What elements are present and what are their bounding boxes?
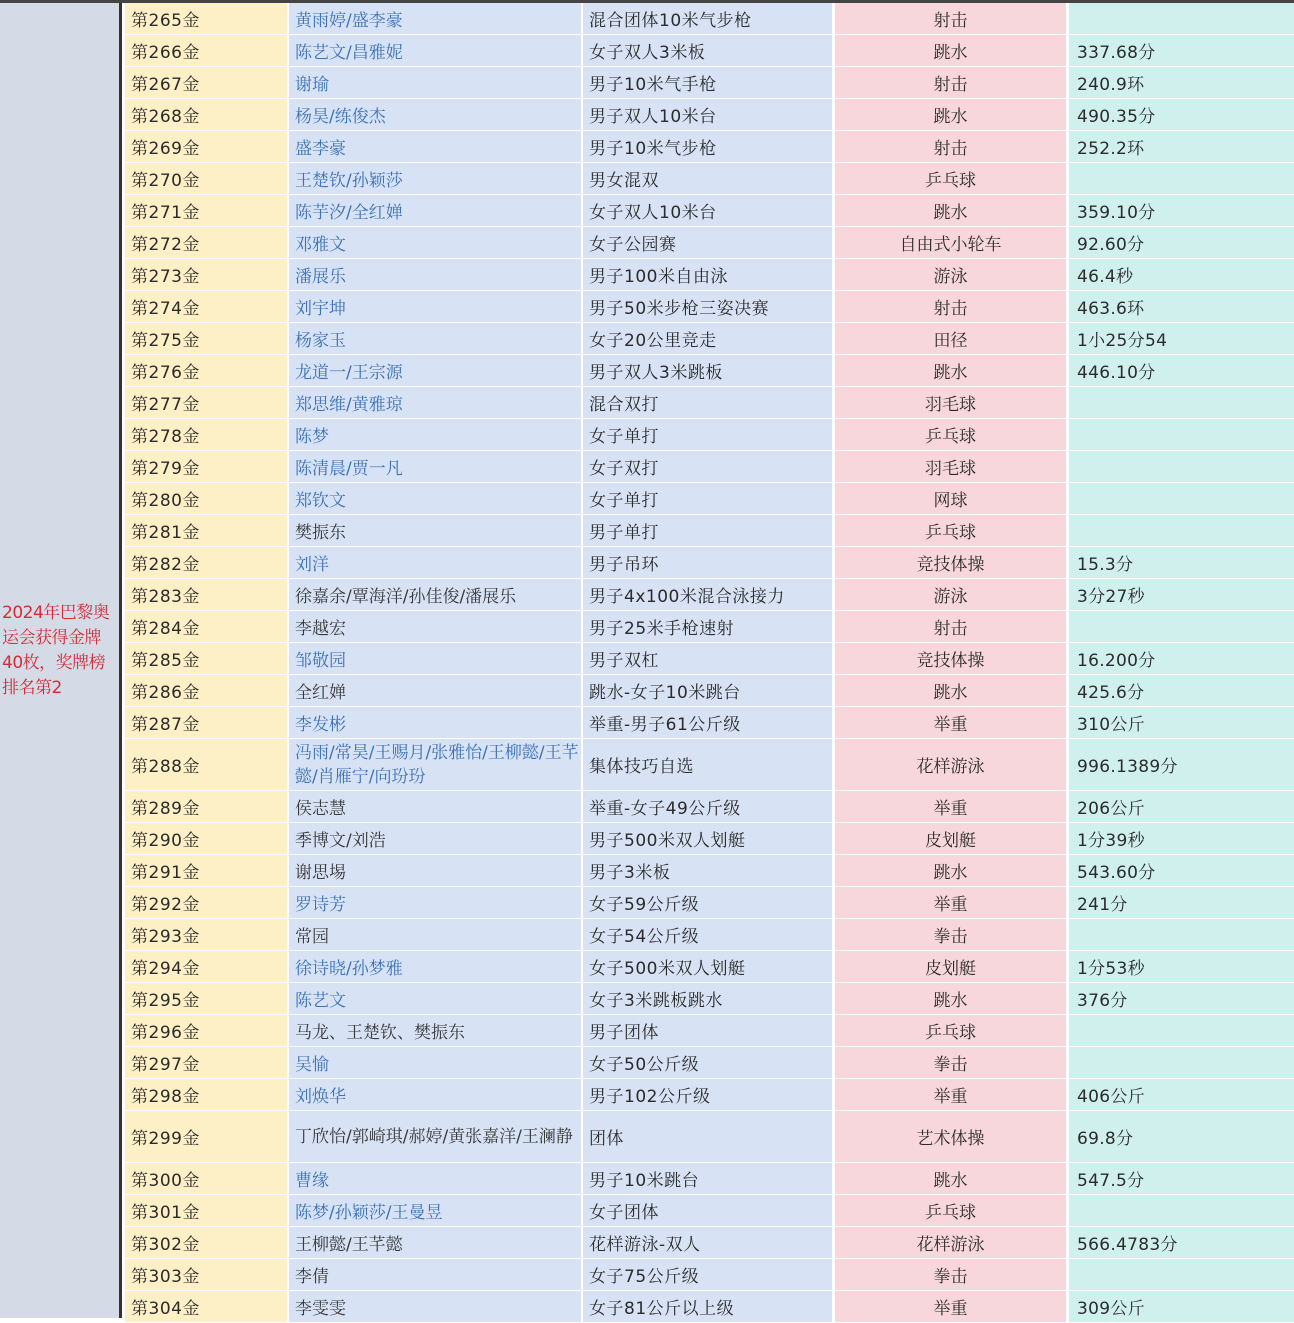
result-cell [1066,919,1294,950]
event-cell: 男子10米气手枪 [581,67,832,98]
athletes-cell: 常园 [287,919,581,950]
athletes-cell[interactable]: 邹敬园 [287,643,581,674]
athletes-cell: 谢思埸 [287,855,581,886]
medal-number-cell: 第285金 [125,643,287,674]
medal-number-cell: 第286金 [125,675,287,706]
result-cell [1066,1015,1294,1046]
table-row [122,3,1294,35]
athletes-cell[interactable]: 邓雅文 [287,227,581,258]
result-cell: 3分27秒 [1066,579,1294,610]
result-cell: 547.5分 [1066,1163,1294,1194]
athletes-cell: 全红婵 [287,675,581,706]
athletes-cell: 侯志慧 [287,791,581,822]
result-cell: 92.60分 [1066,227,1294,258]
table-row [122,791,1294,823]
summary-note: 2024年巴黎奥运会获得金牌40枚，奖牌榜排名第2 [2,603,110,698]
table-row [122,99,1294,131]
sport-cell: 拳击 [832,919,1066,950]
result-cell [1066,451,1294,482]
athletes-cell: 徐嘉余/覃海洋/孙佳俊/潘展乐 [287,579,581,610]
table-row [122,1227,1294,1259]
sport-cell: 网球 [832,483,1066,514]
event-cell: 男子25米手枪速射 [581,611,832,642]
athletes-cell[interactable]: 陈梦 [287,419,581,450]
medal-number-cell: 第281金 [125,515,287,546]
event-cell: 女子81公斤以上级 [581,1291,832,1322]
result-cell: 46.4秒 [1066,259,1294,290]
table-row [122,483,1294,515]
result-cell [1066,1195,1294,1226]
sport-cell: 羽毛球 [832,387,1066,418]
result-cell: 543.60分 [1066,855,1294,886]
medal-number-cell: 第303金 [125,1259,287,1290]
table-body [122,3,1294,1323]
result-cell [1066,3,1294,34]
event-cell: 女子双人3米板 [581,35,832,66]
table-row [122,227,1294,259]
medal-number-cell: 第276金 [125,355,287,386]
sport-cell: 跳水 [832,195,1066,226]
medal-number-cell: 第293金 [125,919,287,950]
event-cell: 男子500米双人划艇 [581,823,832,854]
result-cell: 566.4783分 [1066,1227,1294,1258]
athletes-cell[interactable]: 陈梦/孙颖莎/王曼昱 [287,1195,581,1226]
result-cell: 252.2环 [1066,131,1294,162]
event-cell: 男子吊环 [581,547,832,578]
result-cell [1066,163,1294,194]
sport-cell: 射击 [832,611,1066,642]
sport-cell: 射击 [832,3,1066,34]
medal-number-cell: 第277金 [125,387,287,418]
medal-number-cell: 第294金 [125,951,287,982]
sport-cell: 跳水 [832,675,1066,706]
medal-number-cell: 第282金 [125,547,287,578]
athletes-cell: 樊振东 [287,515,581,546]
sport-cell: 乒乓球 [832,515,1066,546]
event-cell: 男子100米自由泳 [581,259,832,290]
sport-cell: 花样游泳 [832,1227,1066,1258]
athletes-cell[interactable]: 陈清晨/贾一凡 [287,451,581,482]
sport-cell: 举重 [832,1079,1066,1110]
sport-cell: 田径 [832,323,1066,354]
athletes-cell[interactable]: 陈芋汐/全红婵 [287,195,581,226]
athletes-cell[interactable]: 郑思维/黄雅琼 [287,387,581,418]
table-row [122,35,1294,67]
medal-number-cell: 第289金 [125,791,287,822]
table-row [122,67,1294,99]
result-cell: 309公斤 [1066,1291,1294,1322]
athletes-cell: 马龙、王楚钦、樊振东 [287,1015,581,1046]
event-cell: 男子10米气步枪 [581,131,832,162]
table-row [122,387,1294,419]
sport-cell: 跳水 [832,1163,1066,1194]
medal-number-cell: 第283金 [125,579,287,610]
athletes-cell[interactable]: 冯雨/常昊/王赐月/张雅怡/王柳懿/王芊懿/肖雁宁/向玢玢 [287,739,581,790]
result-cell: 69.8分 [1066,1111,1294,1162]
medal-number-cell: 第291金 [125,855,287,886]
sport-cell: 乒乓球 [832,163,1066,194]
table-row [122,739,1294,791]
athletes-cell: 李越宏 [287,611,581,642]
table-row [122,195,1294,227]
event-cell: 男子3米板 [581,855,832,886]
sport-cell: 举重 [832,887,1066,918]
result-cell: 206公斤 [1066,791,1294,822]
athletes-cell[interactable]: 陈艺文/昌雅妮 [287,35,581,66]
result-cell: 1分53秒 [1066,951,1294,982]
medal-number-cell: 第267金 [125,67,287,98]
result-cell: 240.9环 [1066,67,1294,98]
medal-number-cell: 第279金 [125,451,287,482]
result-cell [1066,1047,1294,1078]
event-cell: 女子3米跳板跳水 [581,983,832,1014]
event-cell: 男子10米跳台 [581,1163,832,1194]
sport-cell: 乒乓球 [832,1015,1066,1046]
table-row [122,983,1294,1015]
event-cell: 男子双人10米台 [581,99,832,130]
table-row [122,515,1294,547]
athletes-cell[interactable]: 吴愉 [287,1047,581,1078]
event-cell: 男子50米步枪三姿决赛 [581,291,832,322]
result-cell: 1小25分54 [1066,323,1294,354]
event-cell: 男女混双 [581,163,832,194]
medal-number-cell: 第269金 [125,131,287,162]
event-cell: 女子20公里竞走 [581,323,832,354]
table-row [122,323,1294,355]
result-cell: 490.35分 [1066,99,1294,130]
athletes-cell[interactable]: 王楚钦/孙颖莎 [287,163,581,194]
sport-cell: 艺术体操 [832,1111,1066,1162]
medal-number-cell: 第299金 [125,1111,287,1162]
sport-cell: 跳水 [832,355,1066,386]
table-row [122,1111,1294,1163]
table-row [122,1079,1294,1111]
result-cell: 996.1389分 [1066,739,1294,790]
table-row [122,919,1294,951]
result-cell: 15.3分 [1066,547,1294,578]
athletes-cell[interactable]: 罗诗芳 [287,887,581,918]
medal-number-cell: 第301金 [125,1195,287,1226]
sport-cell: 跳水 [832,983,1066,1014]
event-cell: 女子公园赛 [581,227,832,258]
result-cell [1066,1259,1294,1290]
result-cell: 337.68分 [1066,35,1294,66]
result-cell [1066,515,1294,546]
table-row [122,855,1294,887]
athletes-cell[interactable]: 杨家玉 [287,323,581,354]
table-row [122,1015,1294,1047]
medal-number-cell: 第300金 [125,1163,287,1194]
table-row [122,451,1294,483]
medal-number-cell: 第271金 [125,195,287,226]
event-cell: 女子团体 [581,1195,832,1226]
athletes-cell: 李雯雯 [287,1291,581,1322]
athletes-cell[interactable]: 李发彬 [287,707,581,738]
table-row [122,291,1294,323]
sport-cell: 举重 [832,707,1066,738]
event-cell: 混合团体10米气步枪 [581,3,832,34]
table-row [122,1291,1294,1323]
table-row [122,675,1294,707]
table-row [122,579,1294,611]
medal-number-cell: 第265金 [125,3,287,34]
athletes-cell[interactable]: 潘展乐 [287,259,581,290]
sport-cell: 射击 [832,291,1066,322]
sport-cell: 跳水 [832,35,1066,66]
table-row [122,419,1294,451]
event-cell: 男子单打 [581,515,832,546]
athletes-cell[interactable]: 龙道一/王宗源 [287,355,581,386]
event-cell: 举重-女子49公斤级 [581,791,832,822]
sport-cell: 羽毛球 [832,451,1066,482]
sport-cell: 竞技体操 [832,547,1066,578]
event-cell: 混合双打 [581,387,832,418]
table-row [122,1259,1294,1291]
table-row [122,1047,1294,1079]
result-cell [1066,483,1294,514]
table-row [122,547,1294,579]
sport-cell: 乒乓球 [832,419,1066,450]
sport-cell: 皮划艇 [832,951,1066,982]
medal-number-cell: 第268金 [125,99,287,130]
table-row [122,131,1294,163]
medal-number-cell: 第266金 [125,35,287,66]
result-cell: 425.6分 [1066,675,1294,706]
table-row [122,611,1294,643]
event-cell: 男子双人3米跳板 [581,355,832,386]
table-row [122,951,1294,983]
event-cell: 女子单打 [581,483,832,514]
athletes-cell[interactable]: 刘宇坤 [287,291,581,322]
athletes-cell[interactable]: 陈艺文 [287,983,581,1014]
sport-cell: 射击 [832,67,1066,98]
sport-cell: 竞技体操 [832,643,1066,674]
sport-cell: 跳水 [832,99,1066,130]
event-cell: 花样游泳-双人 [581,1227,832,1258]
sport-cell: 拳击 [832,1259,1066,1290]
athletes-cell[interactable]: 刘洋 [287,547,581,578]
medal-number-cell: 第278金 [125,419,287,450]
athletes-cell: 李倩 [287,1259,581,1290]
sport-cell: 拳击 [832,1047,1066,1078]
athletes-cell[interactable]: 曹缘 [287,1163,581,1194]
medal-number-cell: 第288金 [125,739,287,790]
sport-cell: 射击 [832,131,1066,162]
table-row [122,887,1294,919]
athletes-cell: 季博文/刘浩 [287,823,581,854]
medal-number-cell: 第274金 [125,291,287,322]
event-cell: 举重-男子61公斤级 [581,707,832,738]
event-cell: 集体技巧自选 [581,739,832,790]
athletes-cell: 王柳懿/王芊懿 [287,1227,581,1258]
medal-number-cell: 第272金 [125,227,287,258]
medal-number-cell: 第298金 [125,1079,287,1110]
medal-number-cell: 第297金 [125,1047,287,1078]
event-cell: 跳水-女子10米跳台 [581,675,832,706]
medal-number-cell: 第290金 [125,823,287,854]
result-cell: 310公斤 [1066,707,1294,738]
medal-number-cell: 第270金 [125,163,287,194]
medal-number-cell: 第295金 [125,983,287,1014]
athletes-cell[interactable]: 黄雨婷/盛李豪 [287,3,581,34]
event-cell: 女子50公斤级 [581,1047,832,1078]
event-cell: 女子双人10米台 [581,195,832,226]
sport-cell: 游泳 [832,259,1066,290]
table-row [122,163,1294,195]
event-cell: 男子102公斤级 [581,1079,832,1110]
medal-number-cell: 第275金 [125,323,287,354]
event-cell: 女子单打 [581,419,832,450]
medal-number-cell: 第284金 [125,611,287,642]
athletes-cell[interactable]: 刘焕华 [287,1079,581,1110]
medal-number-cell: 第304金 [125,1291,287,1322]
result-cell: 1分39秒 [1066,823,1294,854]
sport-cell: 游泳 [832,579,1066,610]
table-row [122,1163,1294,1195]
event-cell: 团体 [581,1111,832,1162]
result-cell [1066,419,1294,450]
event-cell: 女子59公斤级 [581,887,832,918]
sport-cell: 花样游泳 [832,739,1066,790]
athletes-cell[interactable]: 盛李豪 [287,131,581,162]
athletes-cell[interactable]: 徐诗晓/孙梦雅 [287,951,581,982]
sport-cell: 皮划艇 [832,823,1066,854]
table-row [122,707,1294,739]
sport-cell: 跳水 [832,855,1066,886]
event-cell: 女子双打 [581,451,832,482]
result-cell [1066,611,1294,642]
athletes-cell[interactable]: 郑钦文 [287,483,581,514]
result-cell: 463.6环 [1066,291,1294,322]
table-row [122,823,1294,855]
sport-cell: 举重 [832,1291,1066,1322]
table-row [122,1195,1294,1227]
result-cell: 406公斤 [1066,1079,1294,1110]
table-row [122,355,1294,387]
result-cell: 359.10分 [1066,195,1294,226]
event-cell: 女子500米双人划艇 [581,951,832,982]
result-cell [1066,387,1294,418]
table-row [122,643,1294,675]
result-cell: 376分 [1066,983,1294,1014]
medal-number-cell: 第280金 [125,483,287,514]
athletes-cell[interactable]: 谢瑜 [287,67,581,98]
result-cell: 241分 [1066,887,1294,918]
event-cell: 女子75公斤级 [581,1259,832,1290]
medal-number-cell: 第287金 [125,707,287,738]
table-row [122,259,1294,291]
medal-number-cell: 第296金 [125,1015,287,1046]
sport-cell: 举重 [832,791,1066,822]
result-cell: 446.10分 [1066,355,1294,386]
medal-number-cell: 第273金 [125,259,287,290]
event-cell: 女子54公斤级 [581,919,832,950]
medal-number-cell: 第292金 [125,887,287,918]
event-cell: 男子团体 [581,1015,832,1046]
merged-summary-cell [0,3,122,1318]
medal-number-cell: 第302金 [125,1227,287,1258]
athletes-cell: 丁欣怡/郭崎琪/郝婷/黄张嘉洋/王澜静 [287,1111,581,1162]
event-cell: 男子4x100米混合泳接力 [581,579,832,610]
sport-cell: 自由式小轮车 [832,227,1066,258]
athletes-cell[interactable]: 杨昊/练俊杰 [287,99,581,130]
event-cell: 男子双杠 [581,643,832,674]
sport-cell: 乒乓球 [832,1195,1066,1226]
result-cell: 16.200分 [1066,643,1294,674]
